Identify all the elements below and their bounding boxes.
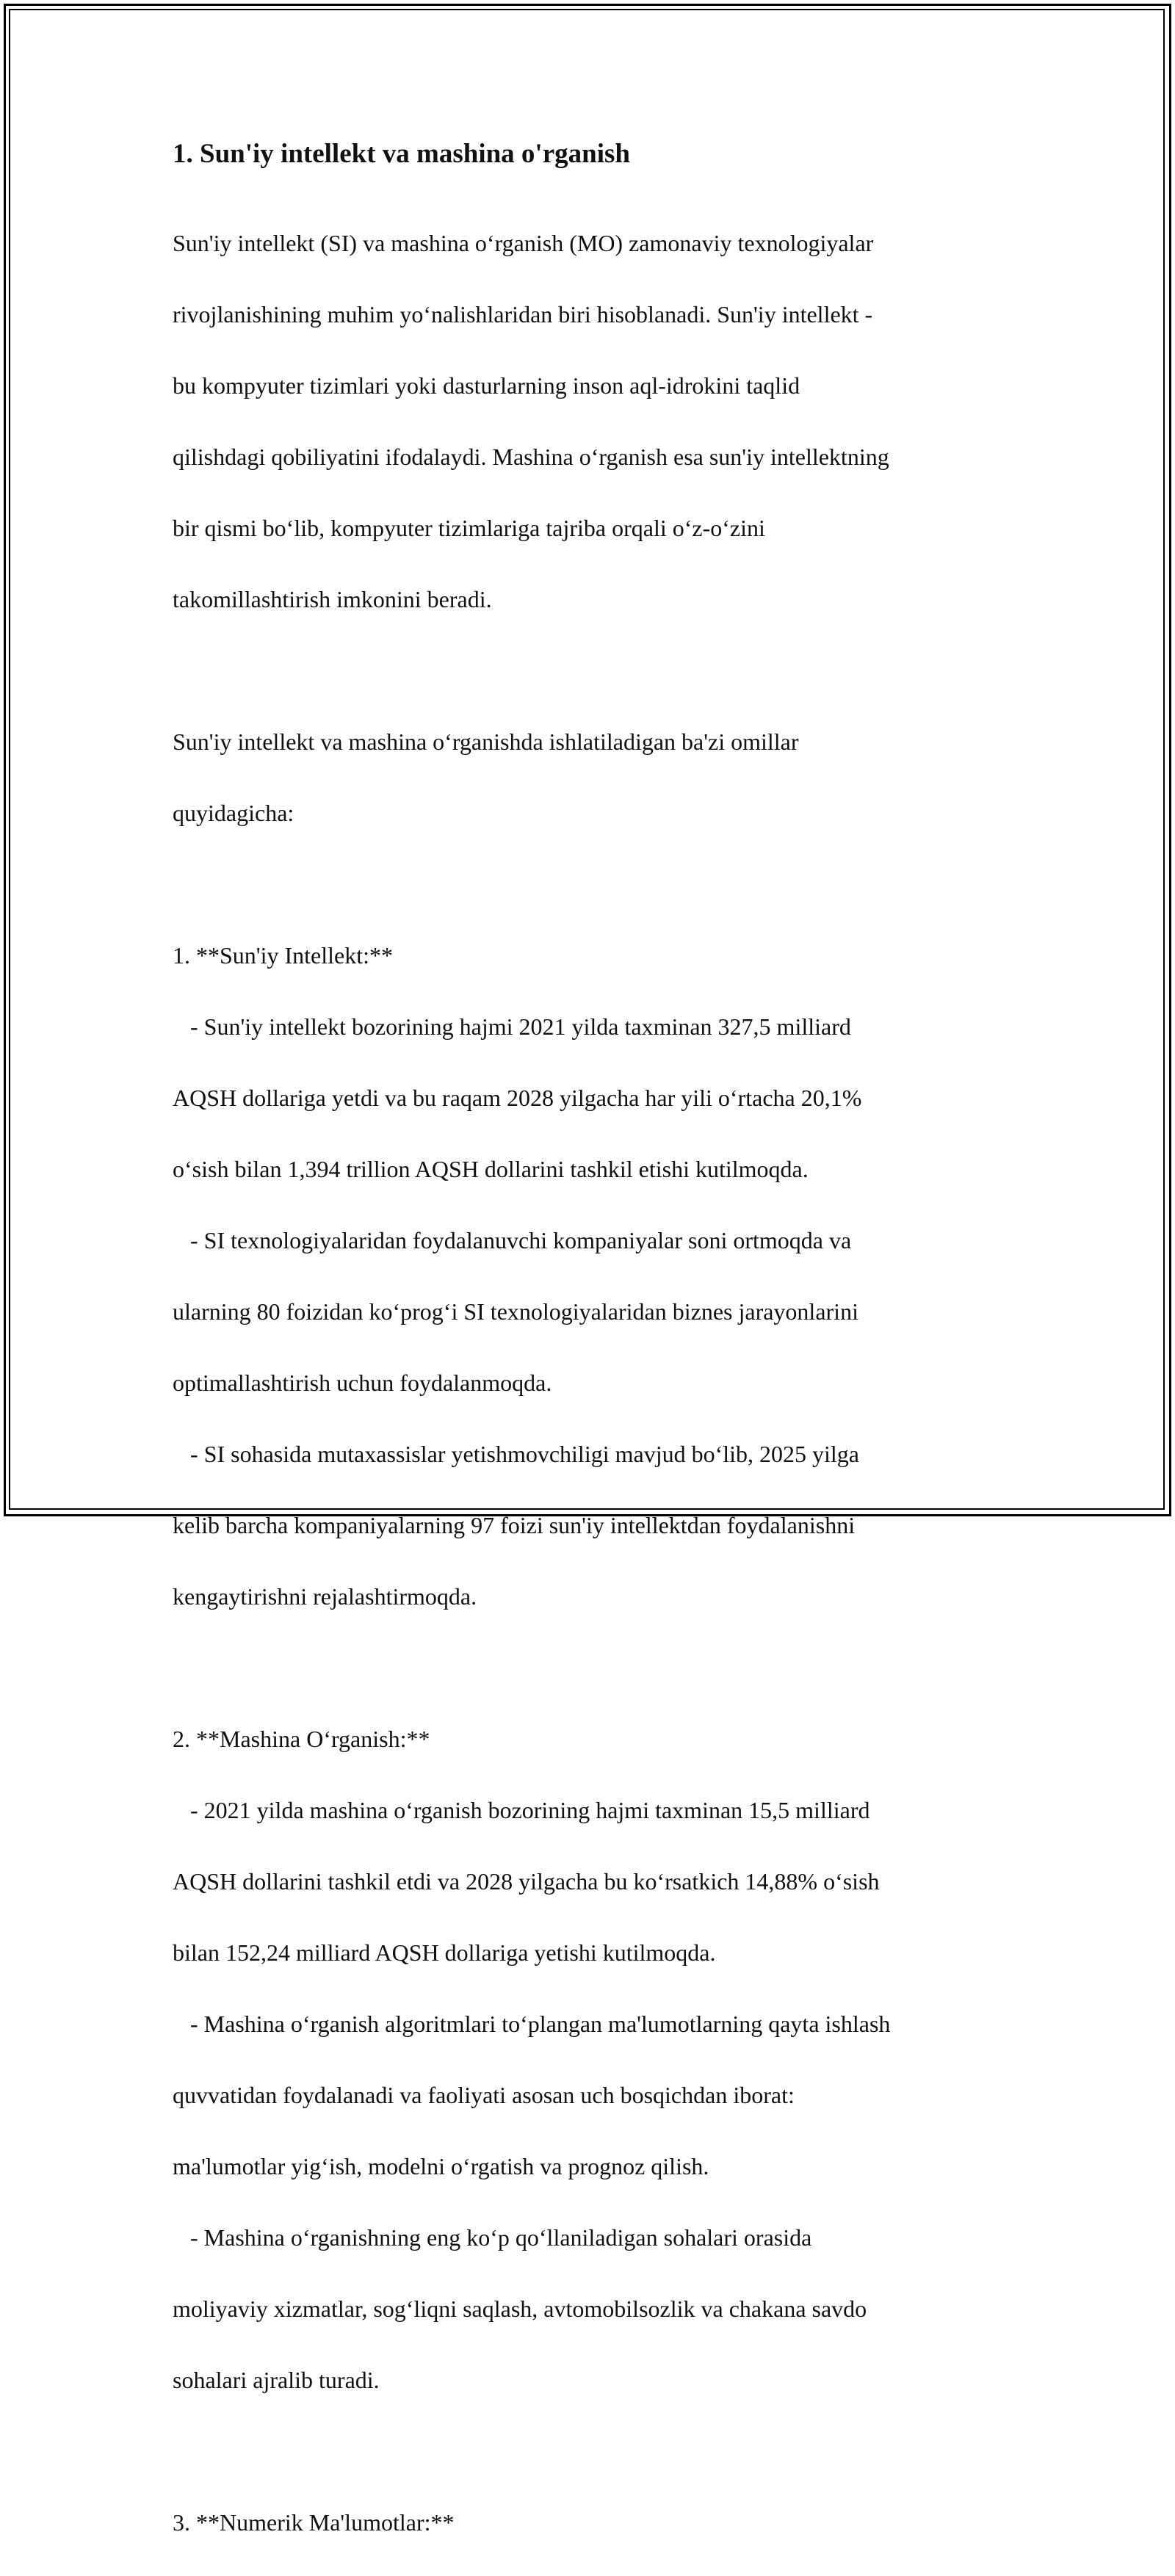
text-line: AQSH dollariga yetdi va bu raqam 2028 yilgacha har yili oʻrtacha 20,1%: [173, 1084, 862, 1111]
text-line: bilan 152,24 milliard AQSH dollariga yetishi kutilmoqda.: [173, 1939, 716, 1966]
text-line: AQSH dollarini tashkil etdi va 2028 yilgacha bu koʻrsatkich 14,88% oʻsish: [173, 1867, 880, 1895]
section-ml: [173, 1685, 1017, 2434]
paragraph-gap: [173, 866, 1017, 902]
text-line: optimallashtirish uchun foydalanmoqda.: [173, 1369, 552, 1396]
text-line: kelib barcha kompaniyalarning 97 foizi sun'iy intellektdan foydalanishni: [173, 1511, 856, 1538]
text-line: - SI texnologiyalaridan foydalanuvchi kompaniyalar soni ortmoqda va: [173, 1226, 852, 1253]
paragraph-gap: [173, 653, 1017, 689]
document-body: [173, 137, 1017, 2576]
text-line: ma'lumotlar yigʻish, modelni oʻrgatish va prognoz qilish.: [173, 2152, 709, 2179]
list-heading: 1. **Sun'iy Intellekt:**: [173, 941, 393, 969]
text-line: qilishdagi qobiliyatini ifodalaydi. Mashina oʻrganish esa sun'iy intellektning: [173, 443, 889, 470]
text-line: - Sun'iy intellekt bozorining hajmi 2021 yilda taxminan 327,5 milliard: [173, 1013, 851, 1040]
text-line: ularning 80 foizidan koʻprogʻi SI texnologiyalaridan biznes jarayonlarini: [173, 1298, 858, 1325]
text-line: takomillashtirish imkonini beradi.: [173, 585, 492, 612]
text-line: moliyaviy xizmatlar, sogʻliqni saqlash, avtomobilsozlik va chakana savdo: [173, 2295, 867, 2322]
text-line: - 2021 yilda mashina oʻrganish bozorining hajmi taxminan 15,5 milliard: [173, 1796, 870, 1823]
section-ai: [173, 902, 1017, 1650]
text-line: - SI sohasida mutaxassislar yetishmovchiligi mavjud boʻlib, 2025 yilga: [173, 1440, 859, 1467]
text-line: - Mashina oʻrganish algoritmlari toʻplangan ma'lumotlarning qayta ishlash: [173, 2010, 891, 2037]
text-line: quyidagicha:: [173, 799, 294, 826]
factors-paragraph: [173, 688, 1017, 866]
list-heading: 3. **Numerik Ma'lumotlar:**: [173, 2508, 455, 2536]
text-line: sohalari ajralib turadi.: [173, 2366, 380, 2393]
text-line: quvvatidan foydalanadi va faoliyati asosan uch bosqichdan iborat:: [173, 2081, 795, 2108]
list-heading: 2. **Mashina Oʻrganish:**: [173, 1725, 430, 1752]
text-line: Sun'iy intellekt (SI) va mashina oʻrganish (MO) zamonaviy texnologiyalar: [173, 229, 874, 256]
text-line: bir qismi boʻlib, kompyuter tizimlariga tajriba orqali oʻz-oʻzini: [173, 514, 765, 541]
text-line: oʻsish bilan 1,394 trillion AQSH dollarini tashkil etishi kutilmoqda.: [173, 1155, 809, 1182]
text-line: kengaytirishni rejalashtirmoqda.: [173, 1582, 477, 1610]
paragraph-gap: [173, 2434, 1017, 2470]
section-heading: 1. Sun'iy intellekt va mashina o'rganish: [173, 139, 630, 169]
section-numeric-data: [173, 2469, 1017, 2576]
paragraph-gap: [173, 1650, 1017, 1686]
text-line: rivojlanishining muhim yoʻnalishlaridan biri hisoblanadi. Sun'iy intellekt -: [173, 300, 873, 328]
text-line: Sun'iy intellekt va mashina oʻrganishda ishlatiladigan ba'zi omillar: [173, 728, 799, 755]
text-line: bu kompyuter tizimlari yoki dasturlarning inson aql-idrokini taqlid: [173, 372, 800, 399]
text-line: - Mashina oʻrganishning eng koʻp qoʻllaniladigan sohalari orasida: [173, 2224, 812, 2251]
intro-paragraph: [173, 189, 1017, 653]
